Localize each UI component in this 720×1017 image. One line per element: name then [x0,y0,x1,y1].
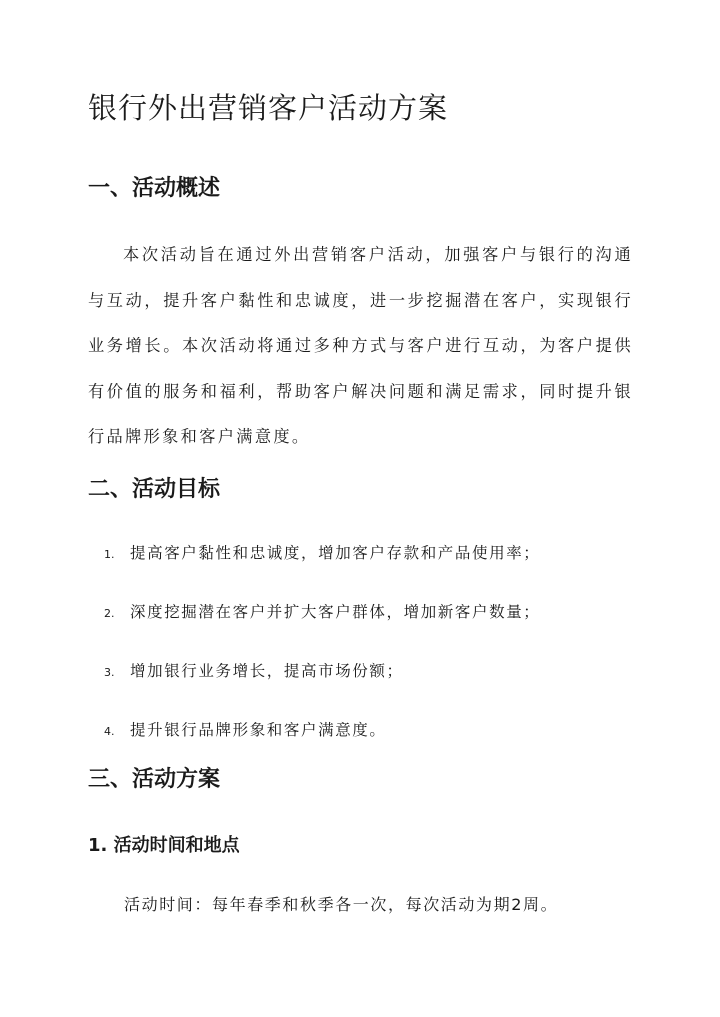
list-item-number: 4. [104,725,115,738]
list-item-text: 提高客户黏性和忠诚度，增加客户存款和产品使用率； [130,544,541,562]
document-title: 银行外出营销客户活动方案 [88,91,449,125]
list-item-number: 1. [104,548,115,561]
goals-list [104,538,644,774]
overview-paragraph: 本次活动旨在通过外出营销客户活动，加强客户与银行的沟通与互动，提升客户黏性和忠诚度，进一步挖掘潜在客户，实现银行业务增长。本次活动将通过多种方式与客户进行互动，为客户提供有价值的服务和福利，帮助客户解决问题和满足需求，同时提升银行品牌形象和客户满意度。 [88,245,633,446]
list-item-text: 提升银行品牌形象和客户满意度。 [130,721,387,739]
section-heading-plan: 三、活动方案 [88,767,221,792]
list-item [104,656,644,715]
list-item-number: 3. [104,666,115,679]
list-item [104,538,644,597]
activity-time-line: 活动时间：每年春季和秋季各一次，每次活动为期2周。 [124,895,559,914]
list-item-text: 深度挖掘潜在客户并扩大客户群体，增加新客户数量； [130,603,541,621]
section-heading-overview: 一、活动概述 [88,176,221,201]
list-item-text: 增加银行业务增长，提高市场份额； [130,662,404,680]
section-heading-goals: 二、活动目标 [88,477,221,502]
list-item [104,597,644,656]
list-item-number: 2. [104,607,115,620]
subheading-time-and-place: 1. 活动时间和地点 [88,835,240,856]
